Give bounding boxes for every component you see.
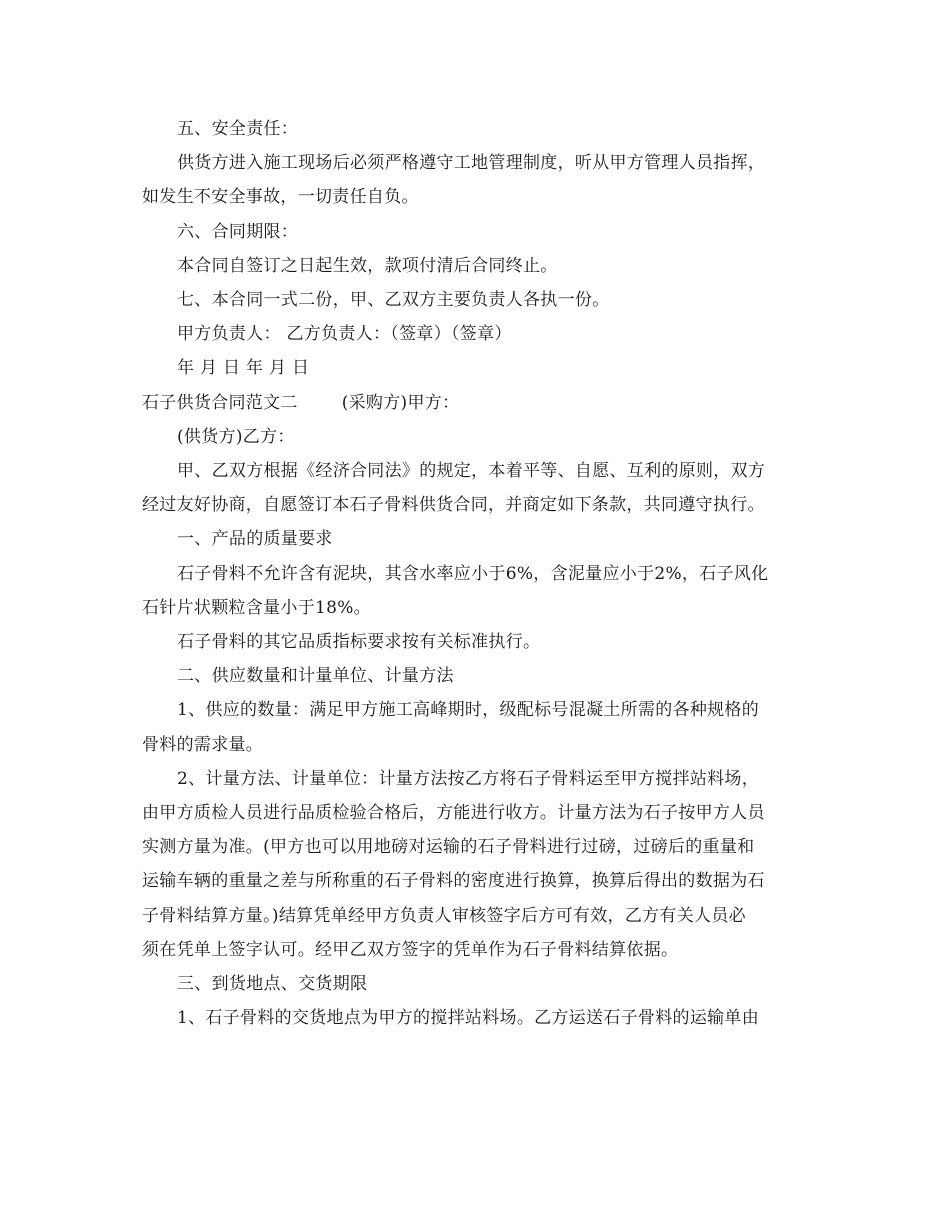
paragraph-line: 本合同自签订之日起生效，款项付清后合同终止。 (177, 255, 558, 276)
paragraph-line: 骨料的需求量。 (142, 734, 264, 755)
paragraph-line: 七、本合同一式二份，甲、乙双方主要负责人各执一份。 (177, 290, 610, 311)
section-heading-term: 六、合同期限： (177, 221, 299, 242)
paragraph-line: 如发生不安全事故，一切责任自负。 (142, 187, 419, 208)
paragraph-line: 石子骨料不允许含有泥块，其含水率应小于6%，含泥量应小于2%，石子风化 (177, 563, 769, 584)
contract-title: 石子供货合同范文二 (142, 392, 298, 413)
party-b-label: (供货方)乙方： (177, 426, 295, 447)
date-line: 年 月 日 年 月 日 (177, 358, 310, 379)
paragraph-line: 运输车辆的重量之差与所称重的石子骨料的密度进行换算，换算后得出的数据为石 (142, 871, 765, 892)
section-heading-safety: 五、安全责任： (177, 119, 299, 139)
signature-line: 甲方负责人： 乙方负责人：（签章）（签章） (177, 324, 512, 345)
section-heading-quantity: 二、供应数量和计量单位、计量方法 (177, 666, 454, 687)
paragraph-line: 由甲方质检人员进行品质检验合格后，方能进行收方。计量方法为石子按甲方人员 (142, 803, 765, 824)
paragraph-line: 子骨料结算方量。)结算凭单经甲方负责人审核签字后方可有效，乙方有关人员必 (142, 905, 746, 926)
contract-title-line (142, 386, 812, 420)
paragraph-line: 须在凭单上签字认可。经甲乙双方签字的凭单作为石子骨料结算依据。 (142, 939, 679, 960)
section-heading-quality: 一、产品的质量要求 (177, 529, 333, 550)
paragraph-line: 甲、乙双方根据《经济合同法》的规定，本着平等、自愿、互利的原则，双方 (177, 461, 766, 482)
paragraph-line: 石子骨料的其它品质指标要求按有关标准执行。 (177, 632, 541, 653)
section-heading-delivery: 三、到货地点、交货期限 (177, 974, 368, 995)
party-a-label: (采购方)甲方： (341, 392, 460, 413)
paragraph-line: 2、计量方法、计量单位：计量方法按乙方将石子骨料运至甲方搅拌站料场， (177, 768, 760, 789)
document-body (142, 112, 812, 1035)
paragraph-line: 石针片状颗粒含量小于18%。 (142, 597, 371, 618)
paragraph-line: 1、供应的数量：满足甲方施工高峰期时，级配标号混凝土所需的各种规格的 (177, 700, 760, 721)
paragraph-line: 经过友好协商，自愿签订本石子骨料供货合同，并商定如下条款，共同遵守执行。 (142, 495, 765, 516)
paragraph-line: 实测方量为准。(甲方也可以用地磅对运输的石子骨料进行过磅，过磅后的重量和 (142, 837, 755, 858)
paragraph-line: 供货方进入施工现场后必须严格遵守工地管理制度，听从甲方管理人员指挥， (177, 153, 766, 174)
paragraph-line: 1、石子骨料的交货地点为甲方的搅拌站料场。乙方运送石子骨料的运输单由 (177, 1008, 760, 1029)
